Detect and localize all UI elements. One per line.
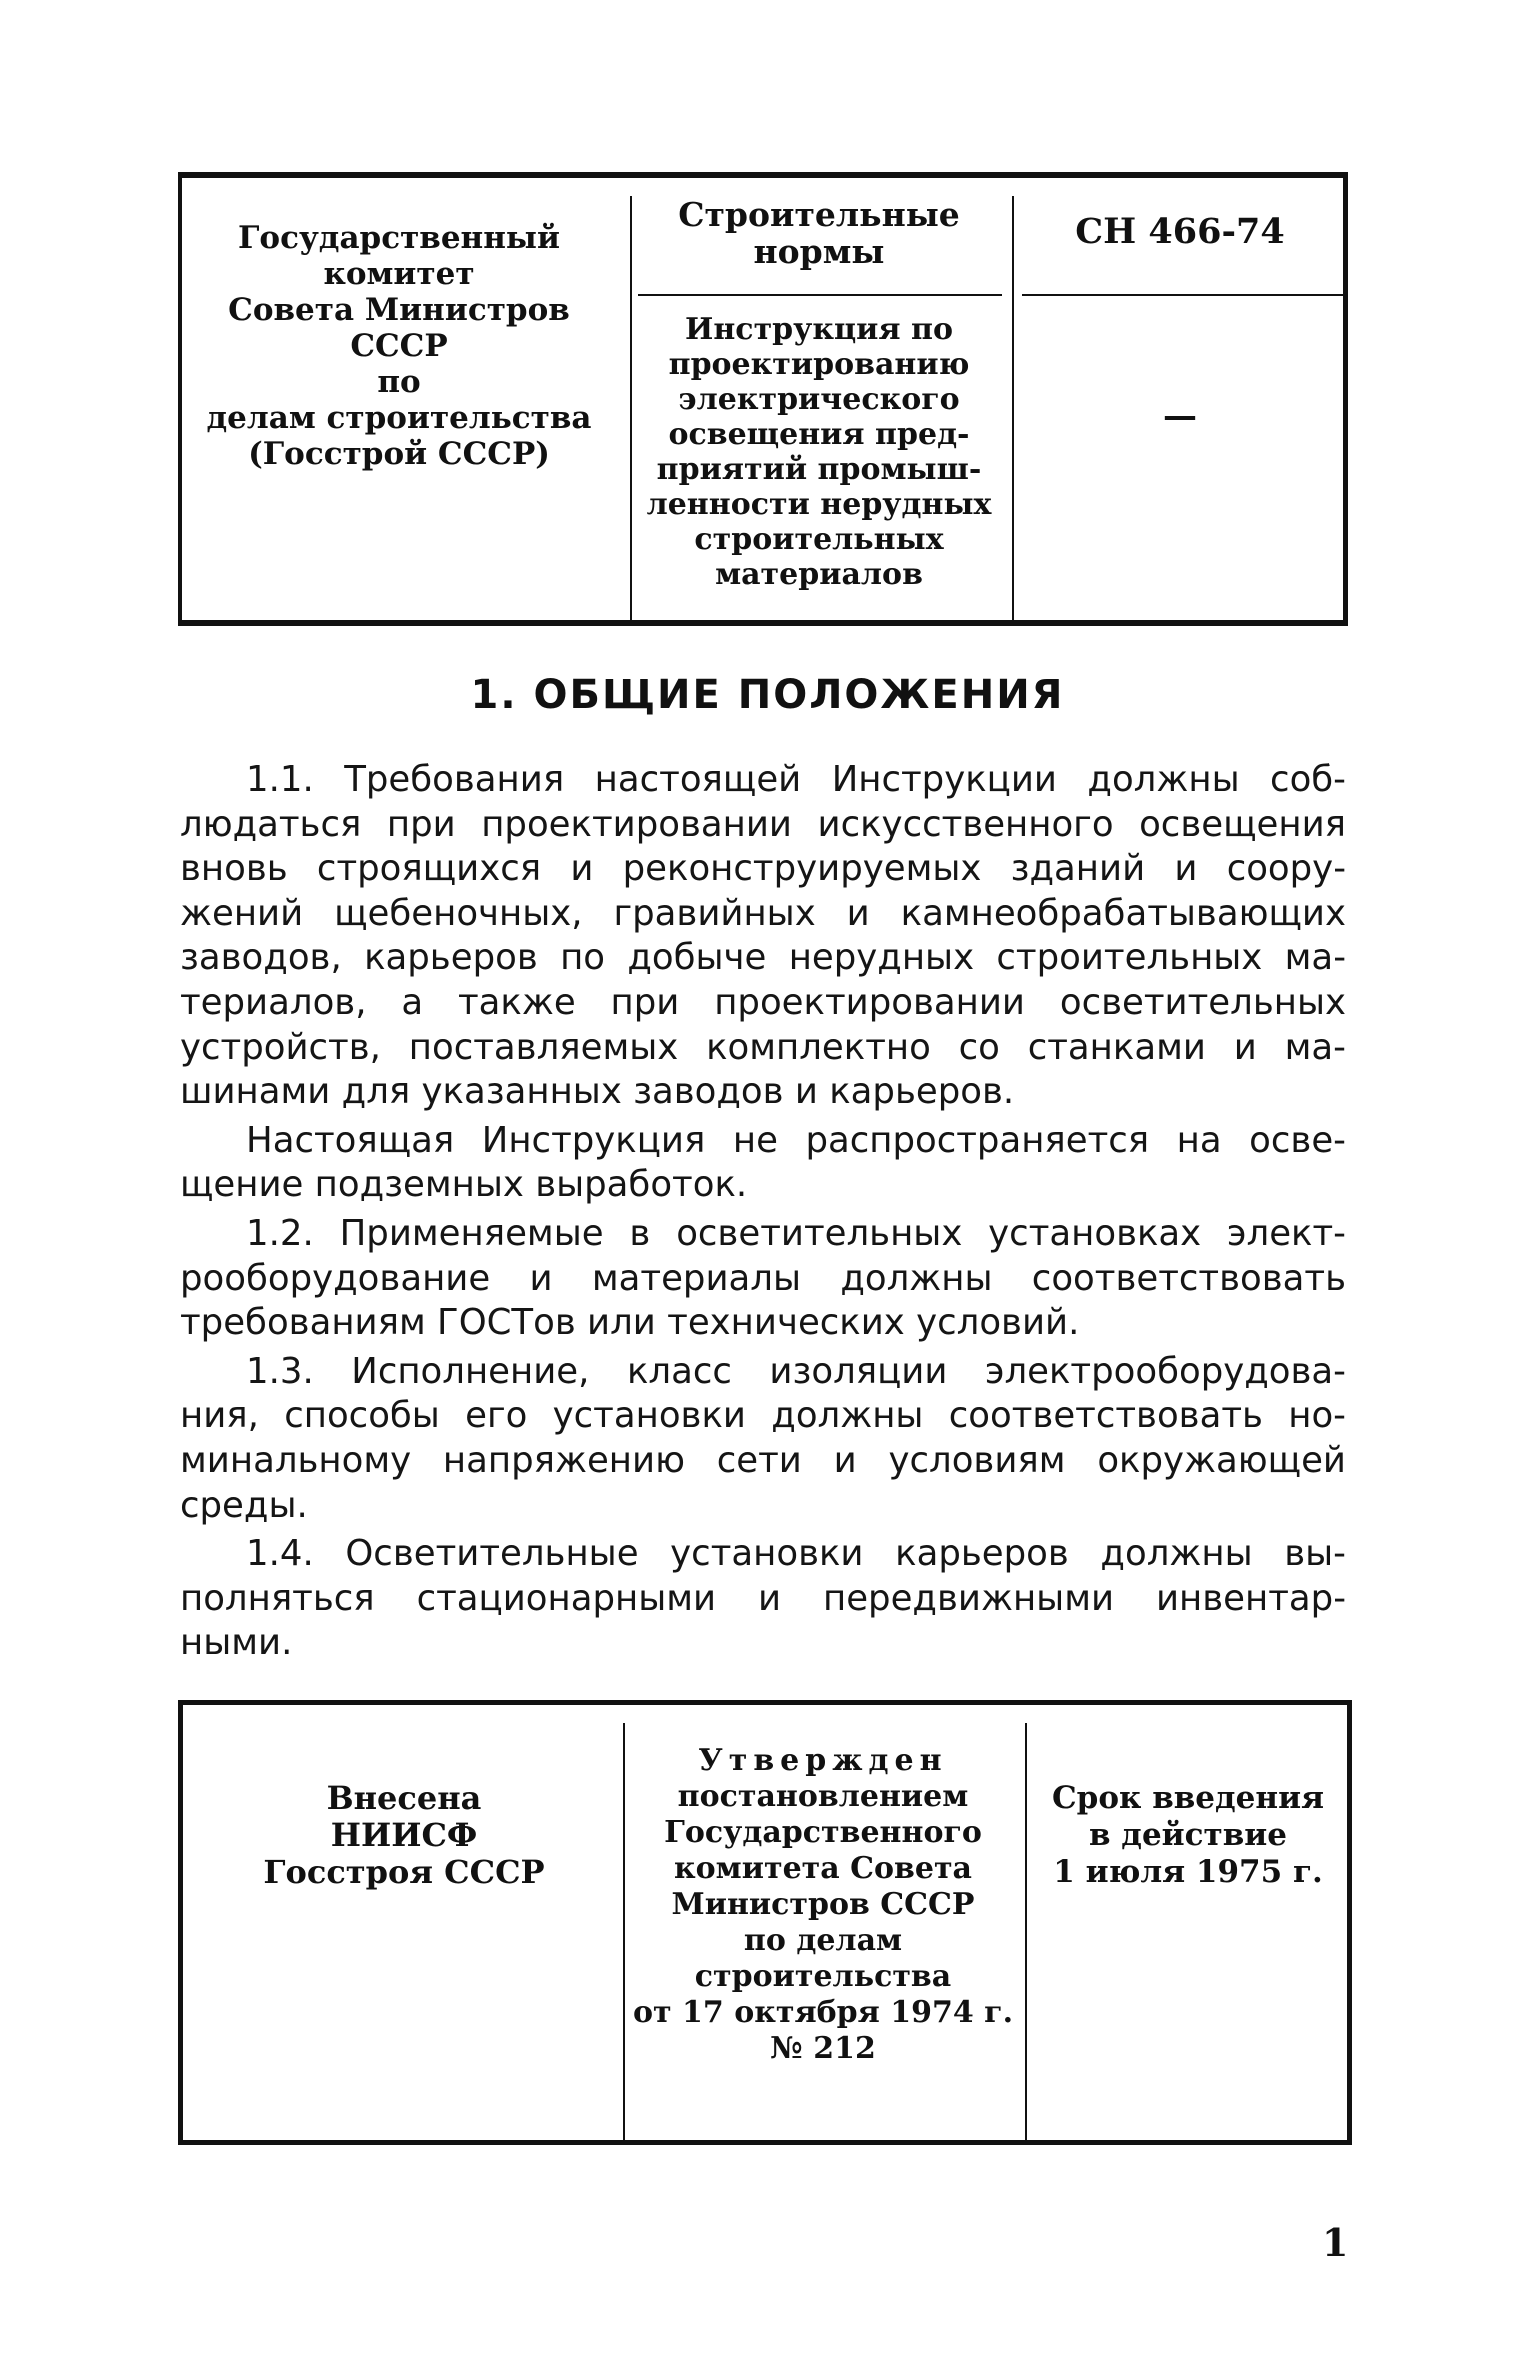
- page-number: 1: [1322, 2220, 1349, 2265]
- text-line: вновь строящихся и реконструируемых зданий и соору-: [180, 848, 1346, 890]
- text-line: жений щебеночных, гравийных и камнеобрабатывающих: [180, 892, 1346, 934]
- paragraph-1-2: [180, 1212, 1346, 1346]
- text-line: ными.: [180, 1622, 293, 1664]
- text-line: требованиям ГОСТов или технических условий.: [180, 1302, 1080, 1344]
- document-code: СН 466-74: [1075, 211, 1285, 252]
- section-heading: 1. ОБЩИЕ ПОЛОЖЕНИЯ: [470, 672, 1065, 718]
- text-line: полняться стационарными и передвижными инвентар-: [180, 1577, 1346, 1619]
- text-line: 1.4. Осветительные установки карьеров должны вы-: [246, 1533, 1346, 1575]
- document-title: Инструкция по проектированию электрического освещения пред- приятий промыш- ленности нерудных строительных материалов: [646, 312, 992, 592]
- text-line: устройств, поставляемых комплектно со станками и ма-: [180, 1026, 1346, 1068]
- text-line: среды.: [180, 1484, 308, 1526]
- paragraph-1-1: [180, 758, 1346, 1115]
- norm-type: Строительные нормы: [678, 195, 960, 271]
- approved-heading: Утвержден: [698, 1743, 948, 1778]
- effective-date: Срок введения в действие 1 июля 1975 г.: [1052, 1780, 1324, 1890]
- paragraph-1-4: [180, 1532, 1346, 1666]
- replaces-field: —: [1163, 396, 1197, 436]
- text-line: рооборудование и материалы должны соответствовать: [180, 1257, 1346, 1299]
- approval-decree: постановлением Государственного комитета Совета Министров СССР по делам строительства от 17 октября 1974 г. № 212: [632, 1779, 1014, 2066]
- issuing-organization: Государственный комитет Совета Министров СССР по делам строительства (Госстрой СССР): [206, 220, 592, 472]
- approval-info: [623, 1743, 1023, 2067]
- text-line: щение подземных выработок.: [180, 1164, 748, 1206]
- header-divider: [1012, 196, 1014, 620]
- text-line: людаться при проектировании искусственного освещения: [180, 803, 1346, 845]
- header-table: [178, 172, 1348, 626]
- header-divider: [630, 196, 632, 620]
- text-line: заводов, карьеров по добыче нерудных строительных ма-: [180, 937, 1346, 979]
- text-line: минальному напряжению сети и условиям окружающей: [180, 1439, 1346, 1481]
- text-line: Настоящая Инструкция не распространяется на осве-: [246, 1119, 1346, 1161]
- paragraph-1-3: [180, 1350, 1346, 1528]
- approval-divider: [1025, 1723, 1027, 2140]
- paragraph-scope-note: [180, 1119, 1346, 1208]
- header-divider: [1022, 294, 1348, 296]
- introduced-by: Внесена НИИСФ Госстроя СССР: [263, 1779, 545, 1891]
- text-line: 1.1. Требования настоящей Инструкции должны соб-: [246, 759, 1346, 800]
- text-line: ния, способы его установки должны соответствовать но-: [180, 1395, 1346, 1437]
- header-divider: [638, 294, 1002, 296]
- text-line: 1.3. Исполнение, класс изоляции электрооборудова-: [246, 1350, 1346, 1392]
- text-line: териалов, а также при проектировании осветительных: [180, 981, 1346, 1023]
- section-body: [180, 758, 1346, 1666]
- approval-table: [178, 1700, 1352, 2145]
- text-line: шинами для указанных заводов и карьеров.: [180, 1071, 1015, 1113]
- text-line: 1.2. Применяемые в осветительных установках элект-: [246, 1212, 1346, 1254]
